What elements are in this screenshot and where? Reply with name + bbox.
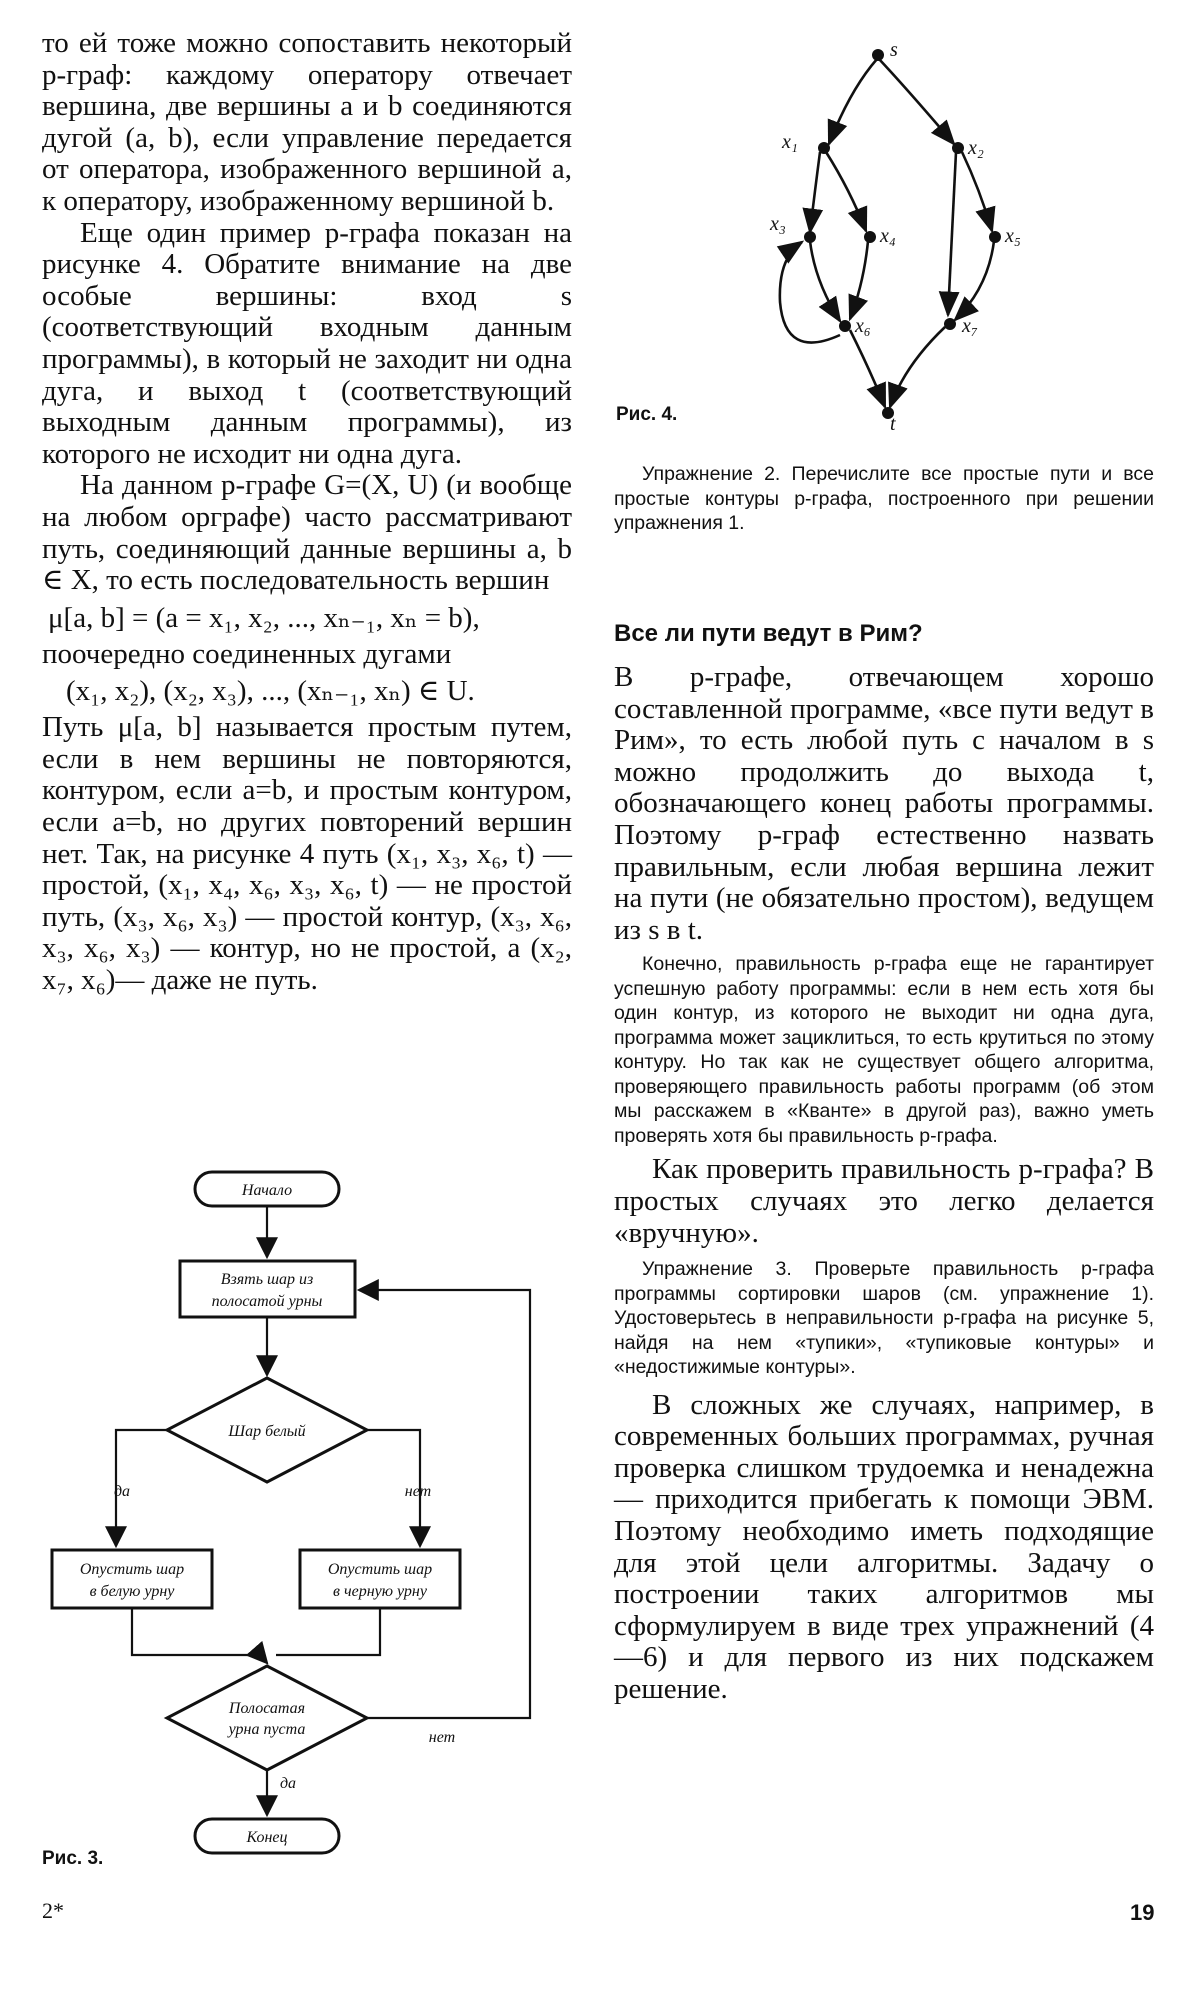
label-t: t xyxy=(890,413,896,435)
left-paragraph-1: то ей тоже можно сопоставить некоторый p-граф: каждому оператору отвечает вершина, две вершины a и b соединяются дугой (a, b), если управление передается от оператора, изображенного вершиной a, к оператору, изображенному вершиной b. xyxy=(42,27,572,217)
urn-empty-decision xyxy=(167,1666,367,1770)
take-ball-label-1: Взять шар из xyxy=(220,1271,314,1288)
label-x7: x₇ xyxy=(962,315,978,337)
left-paragraph-3: На данном p-графе G=(X, U) (и вообще на любом орграфе) часто рассматривают путь, соединяющий данные вершины a, b ∈ X, то есть последовательность вершин xyxy=(42,469,572,597)
section-heading: Все ли пути ведут в Рим? xyxy=(614,620,923,647)
vertex-x2 xyxy=(952,142,964,154)
exercise-3: Упражнение 3. Проверьте правильность p-графа программы сортировки шаров (см. упражнение 1). Удостоверьтесь в неправильности p-графа на рисунке 5, найдя на нем «тупики», «тупиковые контуры» и «недостижимые контуры». xyxy=(614,1258,1154,1379)
yes-label-2: да xyxy=(279,1775,297,1792)
path-formula: μ[a, b] = (a = x₁, x₂, ..., xₙ₋₁, xₙ = b), xyxy=(48,601,480,634)
right-column xyxy=(614,620,1154,1706)
arcs-formula: (x₁, x₂), (x₂, x₃), ..., (xₙ₋₁, xₙ) ∈ U. xyxy=(66,675,475,708)
yes-label-1: да xyxy=(113,1483,131,1500)
figure-3-caption: Рис. 3. xyxy=(42,1848,104,1869)
right-paragraph-3: В сложных же случаях, например, в современных больших программах, ручная проверка слишком трудоемка и ненадежна — приходится прибегать к помощи ЭВМ. Поэтому необходимо иметь подходящие для этой цели алгоритмы. Задачу о построении таких алгоритмов мы сформулируем в виде трех упражнений (4—6) и для первого из них подскажем решение. xyxy=(614,1388,1154,1705)
vertex-x6 xyxy=(839,320,851,332)
no-label-2: нет xyxy=(428,1729,456,1746)
white-urn-label-2: в белую урну xyxy=(89,1583,175,1600)
end-label: Конец xyxy=(246,1829,288,1846)
vertex-x3 xyxy=(804,231,816,243)
label-x2: x₂ xyxy=(968,137,984,159)
figure-4-caption: Рис. 4. xyxy=(616,404,678,425)
vertex-x7 xyxy=(944,318,956,330)
exercise-2 xyxy=(614,462,1154,536)
white-urn-label-1: Опустить шар xyxy=(79,1561,185,1578)
black-urn-label-2: в черную урну xyxy=(333,1583,427,1600)
left-paragraph-5: Путь μ[a, b] называется простым путем, если в нем вершины не повторяются, контуром, если a=b, и простым контуром, если a=b, но других повторений вершин нет. Так, на рисунке 4 путь (x₁, x₃, x₆, t) — простой, (x₁, x₄, x₆, x₃, x₆, t) — не простой путь, (x₃, x₆, x₃) — простой контур, (x₃, x₆, x₃, x₆, x₃) — контур, но не простой, а (x₂, x₇, x₆)— даже не путь. xyxy=(42,711,572,997)
black-urn-label-1: Опустить шар xyxy=(327,1561,433,1578)
flowchart-figure xyxy=(40,1150,600,1870)
vertex-x4 xyxy=(864,231,876,243)
right-paragraph-1: В p-графе, отвечающем хорошо составленной программе, «все пути ведут в Рим», то есть любой путь с началом в s можно продолжить до выхода t, обозначающего конец работы программы. Поэтому p-граф естественно назвать правильным, если любая вершина лежит на пути (не обязательно простом), ведущем из s в t. xyxy=(614,661,1154,946)
right-paragraph-2: Как проверить правильность p-графа? В простых случаях это легко делается «вручную». xyxy=(614,1153,1154,1249)
label-x4: x₄ xyxy=(880,225,896,247)
p-graph-figure xyxy=(730,30,1060,440)
signature-mark: 2* xyxy=(42,1898,64,1923)
urn-empty-label-2: урна пуста xyxy=(228,1721,306,1738)
label-s: s xyxy=(890,39,898,61)
left-column xyxy=(42,28,572,997)
vertex-x5 xyxy=(989,231,1001,243)
urn-empty-label-1: Полосатая xyxy=(228,1700,306,1717)
label-x3: x₃ xyxy=(770,213,786,235)
no-label-1: нет xyxy=(404,1483,432,1500)
exercise-2-text: Упражнение 2. Перечислите все простые пути и все простые контуры p-графа, построенного при решении упражнения 1. xyxy=(614,463,1154,534)
left-paragraph-2: Еще один пример p-графа показан на рисунке 4. Обратите внимание на две особые вершины: вход s (соответствующий входным данным программы), в который не заходит ни одна дуга, и выход t (соответствующий выходным данным программы), из которого не исходит ни одна дуга. xyxy=(42,216,572,470)
label-x6: x₆ xyxy=(855,315,871,337)
page-number: 19 xyxy=(1130,1900,1155,1925)
vertex-s xyxy=(872,49,884,61)
ball-white-label: Шар белый xyxy=(228,1423,306,1440)
vertex-x1 xyxy=(818,142,830,154)
take-ball-label-2: полосатой урны xyxy=(211,1293,323,1310)
right-small-paragraph-1: Конечно, правильность p-графа еще не гарантирует успешную работу программы: если в нем есть хотя бы один контур, из которого не выходит ни одна дуга, программа может зациклиться, то есть крутиться по этому контуру. Но так как не существует общего алгоритма, проверяющего правильность работы программ (об этом мы расскажем в «Кванте» в другой раз), важно уметь проверять хотя бы правильность p-графа. xyxy=(614,953,1154,1147)
start-label: Начало xyxy=(241,1182,293,1199)
label-x5: x₅ xyxy=(1005,225,1021,247)
label-x1: x₁ xyxy=(782,131,798,153)
left-paragraph-4: поочередно соединенных дугами xyxy=(42,637,452,670)
